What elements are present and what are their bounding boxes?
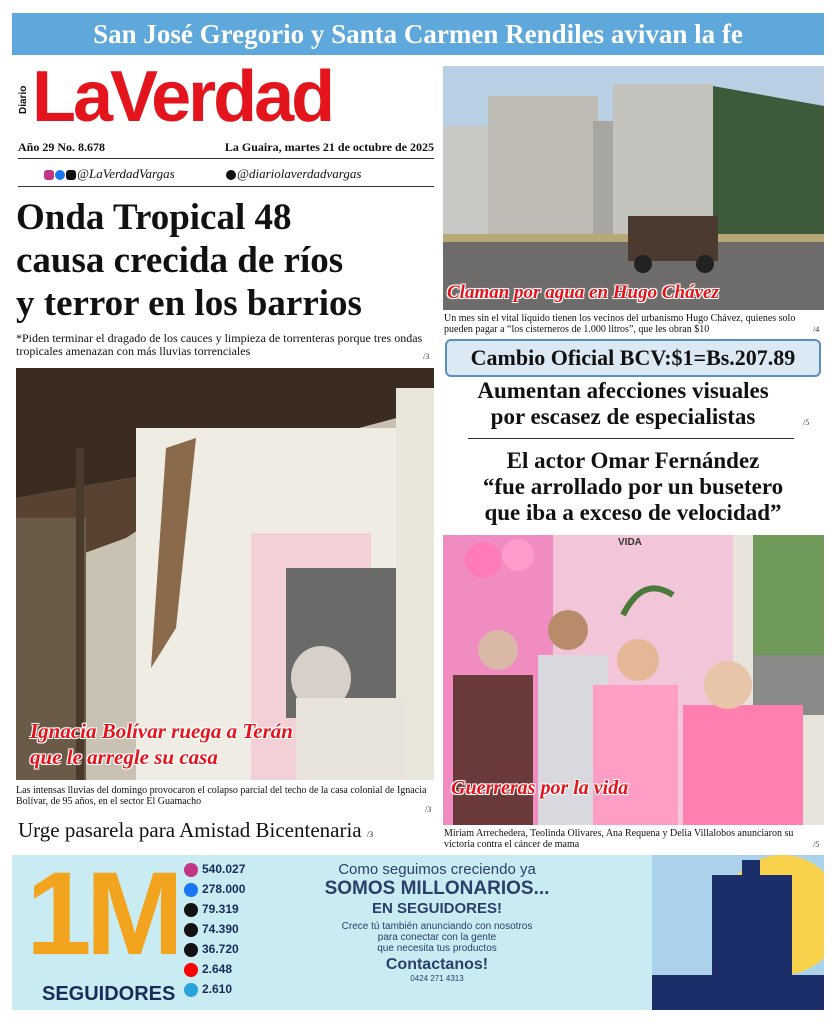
story-headline-actor	[445, 448, 821, 526]
issue-number: Año 29 No. 8.678	[18, 140, 106, 154]
ad-stat-value: 79.319	[202, 902, 239, 916]
cancer-survivors-photo	[443, 535, 824, 825]
instagram-icon	[184, 863, 198, 877]
top-banner: San José Gregorio y Santa Carmen Rendiles avivan la fe	[12, 13, 824, 55]
ad-line: Contactanos!	[385, 956, 489, 973]
water-shortage-photo	[443, 66, 824, 310]
tiktok-icon	[184, 943, 198, 957]
overlay-line: que le arregle su casa	[30, 745, 218, 769]
ad-line: EN SEGUIDORES!	[371, 900, 503, 917]
ad-stat-value: 74.390	[202, 922, 239, 936]
headline-line: El actor Omar Fernández	[506, 448, 760, 473]
facebook-icon	[55, 170, 65, 180]
telegram-icon	[184, 983, 198, 997]
headline-line: “fue arrollado por un busetero	[482, 474, 784, 499]
ad-stat-row	[184, 919, 284, 939]
x-icon	[66, 170, 76, 180]
instagram-icon	[44, 170, 54, 180]
headline-line: Aumentan afecciones visuales	[477, 378, 769, 403]
youtube-icon	[184, 963, 198, 977]
social-handle-1: @LaVerdadVargas	[77, 166, 175, 181]
ad-stat-value: 2.610	[202, 982, 233, 996]
ad-copy	[292, 855, 582, 1010]
photo-caption: Miriam Arrechedera, Teolinda Olivares, Ana Requena y Delia Villalobos anunciaron su victoria contra el cáncer de mama	[444, 828, 794, 850]
tiktok-icon	[226, 170, 236, 180]
main-dek-text: *Piden terminar el dragado de los cauces y limpieza de torrenteras porque tres ondas tropicales amenazan con más lluvias torrenciales	[16, 331, 423, 358]
ad-line: para conectar con la gente	[377, 932, 497, 943]
followers-advertisement[interactable]	[12, 855, 824, 1010]
ad-big-number: 1M	[26, 855, 178, 980]
page-ref: /3	[425, 805, 432, 814]
masthead-name: LaVerdad	[32, 57, 333, 137]
ad-line: Como seguimos creciendo ya	[338, 861, 536, 878]
ad-big-sub: SEGUIDORES	[42, 983, 176, 1005]
ad-stat-row	[184, 859, 284, 879]
main-dek	[16, 332, 436, 358]
story-headline-visual	[445, 378, 801, 430]
ad-phone: 0424 271 4313	[410, 974, 464, 983]
social-handle-2: @diariolaverdadvargas	[237, 166, 362, 181]
page-ref: /5	[813, 840, 820, 849]
ad-stat-value: 2.648	[202, 962, 233, 976]
divider	[468, 438, 794, 439]
brief-text: Urge pasarela para Amistad Bicentenaria	[18, 818, 362, 842]
social-group-2	[226, 166, 361, 182]
photo-overlay-title	[30, 718, 293, 770]
page-ref: /5	[803, 418, 810, 427]
headline-line: y terror en los barrios	[16, 283, 362, 324]
main-headline	[16, 196, 436, 325]
ad-line: que necesita tus productos	[377, 943, 497, 954]
facebook-icon	[184, 883, 198, 897]
banner-sign: VIDA	[618, 537, 642, 548]
headline-line: Onda Tropical 48	[16, 197, 292, 238]
brief-headline	[18, 818, 434, 843]
social-group-1	[44, 166, 175, 182]
ad-stat-row	[184, 899, 284, 919]
headline-line: causa crecida de ríos	[16, 240, 344, 281]
ad-line: Crece tú también anunciando con nosotros	[341, 921, 533, 932]
masthead-logo	[18, 57, 348, 137]
masthead-diario: Diario	[18, 85, 29, 114]
headline-line: por escasez de especialistas	[490, 404, 756, 429]
ad-stat-row	[184, 979, 284, 999]
photo-overlay-title: Claman por agua en Hugo Chávez	[447, 282, 719, 303]
divider	[18, 186, 434, 187]
ad-line: SOMOS MILLONARIOS...	[324, 878, 550, 899]
page-ref: /3	[423, 352, 430, 361]
x-icon	[184, 923, 198, 937]
headline-line: que iba a exceso de velocidad”	[484, 500, 782, 525]
issue-date: La Guaira, martes 21 de octubre de 2025	[224, 140, 434, 154]
page-ref: /3	[366, 830, 374, 839]
ad-stat-value: 540.027	[202, 862, 246, 876]
ad-stat-row	[184, 939, 284, 959]
exchange-rate-box: Cambio Oficial BCV:$1=Bs.207.89	[445, 339, 821, 377]
ad-illustration	[652, 855, 824, 1010]
overlay-line: Ignacia Bolívar ruega a Terán	[30, 719, 293, 743]
photo-caption: Un mes sin el vital líquido tienen los vecinos del urbanismo Hugo Chávez, quienes solo pueden pagar a “los cisterneros de 1.000 litros”, que les obran $10	[444, 313, 796, 335]
threads-icon	[184, 903, 198, 917]
divider	[18, 158, 434, 159]
page-ref: /4	[813, 325, 820, 334]
ad-stat-value: 278.000	[202, 882, 246, 896]
ad-stats-list	[184, 859, 284, 999]
photo-caption: Las intensas lluvias del domingo provocaron el colapso parcial del techo de la casa colonial de Ignacia Bolívar, de 95 años, en el sector El Guamacho	[16, 785, 427, 807]
social-handles	[18, 163, 434, 185]
ad-stat-value: 36.720	[202, 942, 239, 956]
house-collapse-photo	[16, 368, 434, 780]
ad-stat-row	[184, 959, 284, 979]
ad-stat-row	[184, 879, 284, 899]
photo-overlay-title: Guerreras por la vida	[451, 777, 629, 799]
